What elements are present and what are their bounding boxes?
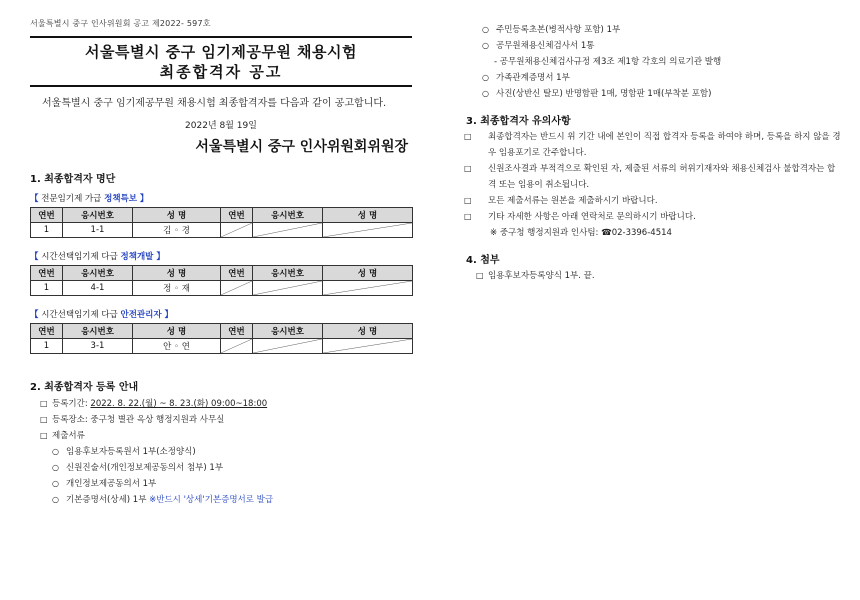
- docs-label: □ 제출서류: [30, 428, 412, 444]
- intro-text: 서울특별시 중구 임기제공무원 채용시험 최종합격자를 다음과 같이 공고합니다.: [42, 98, 387, 109]
- roster-table-3: [30, 323, 413, 354]
- row-name: 정 ◦ 재: [133, 281, 221, 296]
- doc-item: [30, 492, 412, 508]
- col-no-2: 연번: [221, 266, 253, 281]
- group3-bracket-open: 【: [30, 310, 39, 320]
- col-no: 연번: [31, 208, 63, 223]
- doc-item: ○ 공무원채용신체검사서 1통: [466, 38, 842, 54]
- col-exam-no: 응시번호: [63, 266, 133, 281]
- empty-cell: [221, 339, 253, 354]
- col-name: 성 명: [133, 266, 221, 281]
- group2-bracket-open: 【: [30, 252, 39, 262]
- doc-sub-item: - 공무원채용신체검사규정 제3조 제1항 각호의 의료기관 발행: [494, 57, 722, 67]
- doc-item-text: 기본증명서(상세) 1부: [66, 495, 150, 505]
- page-title: 서울특별시 중구 임기제공무원 채용시험: [85, 43, 357, 61]
- empty-cell: [221, 281, 253, 296]
- table-row: [31, 281, 413, 296]
- page-subtitle: 최종합격자 공고: [159, 63, 283, 81]
- period-value: 2022. 8. 22.(월) ~ 8. 23.(화) 09:00~18:00: [90, 399, 268, 409]
- row-no: 1: [31, 339, 63, 354]
- group2-highlight: 정책개발: [120, 252, 154, 262]
- title-box: [30, 36, 412, 87]
- group3-title: [30, 308, 412, 320]
- table-header-row: [31, 266, 413, 281]
- col-exam-no-2: 응시번호: [253, 266, 323, 281]
- notice-date: 2022년 8월 19일: [185, 121, 257, 131]
- group1-highlight: 정책특보: [104, 194, 137, 204]
- registration-period: [30, 396, 412, 412]
- table-header-row: [31, 324, 413, 339]
- notice-item: □ 신원조사결과 부적격으로 확인된 자, 제출된 서류의 허위기재자와 채용신체검사 불합격자는 합격 또는 임용이 취소됩니다.: [466, 161, 842, 193]
- row-no: 1: [31, 223, 63, 238]
- registration-place: □ 등록장소: 중구청 별관 옥상 행정지원과 사무실: [30, 412, 412, 428]
- doc-item: ○ 사진(상반신 탈모) 반명함판 1매, 명함판 1매(부착분 포함): [466, 86, 842, 102]
- empty-cell: [323, 339, 413, 354]
- doc-item-note: ※반드시 '상세'기본증명서로 발급: [149, 495, 274, 505]
- col-name: 성 명: [133, 208, 221, 223]
- section3-title: 3. 최종합격자 유의사항: [466, 116, 571, 127]
- group3-prefix: 시간선택임기제 다급: [41, 310, 121, 320]
- signer: 서울특별시 중구 인사위원회위원장: [195, 139, 408, 155]
- attachment-item: □ 임용후보자등록양식 1부. 끝.: [466, 268, 842, 284]
- notice-number: 서울특별시 중구 인사위원회 공고 제2022- 597호: [30, 19, 211, 28]
- roster-table-1: [30, 207, 413, 238]
- col-exam-no-2: 응시번호: [253, 208, 323, 223]
- left-column: [30, 18, 412, 508]
- col-name: 성 명: [133, 324, 221, 339]
- doc-item: ○ 신원진술서(개인정보제공동의서 첨부) 1부: [30, 460, 412, 476]
- empty-cell: [221, 223, 253, 238]
- doc-item: ○ 가족관계증명서 1부: [466, 70, 842, 86]
- col-no: 연번: [31, 266, 63, 281]
- section2-title: 2. 최종합격자 등록 안내: [30, 382, 139, 393]
- group1-prefix: 전문임기제 가급: [41, 194, 105, 204]
- col-no-2: 연번: [221, 324, 253, 339]
- group2-prefix: 시간선택임기제 다급: [41, 252, 121, 262]
- col-no: 연번: [31, 324, 63, 339]
- period-label: 등록기간:: [52, 399, 91, 409]
- row-no: 1: [31, 281, 63, 296]
- empty-cell: [323, 223, 413, 238]
- table-header-row: [31, 208, 413, 223]
- group2-title: [30, 250, 412, 262]
- col-exam-no-2: 응시번호: [253, 324, 323, 339]
- row-exam-no: 1-1: [63, 223, 133, 238]
- contact-info: ※ 중구청 행정지원과 인사팀: ☎02-3396-4514: [490, 228, 672, 238]
- table-row: [31, 339, 413, 354]
- doc-item: ○ 개인정보제공동의서 1부: [30, 476, 412, 492]
- col-name-2: 성 명: [323, 208, 413, 223]
- table-row: [31, 223, 413, 238]
- col-no-2: 연번: [221, 208, 253, 223]
- notice-item: □ 기타 자세한 사항은 아래 연락처로 문의하시기 바랍니다.: [466, 209, 842, 225]
- group1-bracket-close: 】: [136, 194, 149, 204]
- group2-bracket-close: 】: [153, 252, 165, 262]
- col-name-2: 성 명: [323, 324, 413, 339]
- col-exam-no: 응시번호: [63, 208, 133, 223]
- empty-cell: [253, 281, 323, 296]
- empty-cell: [323, 281, 413, 296]
- row-exam-no: 3-1: [63, 339, 133, 354]
- section4-title: 4. 첨부: [466, 255, 500, 266]
- col-exam-no: 응시번호: [63, 324, 133, 339]
- empty-cell: [253, 339, 323, 354]
- doc-item: ○ 주민등록초본(병적사항 포함) 1부: [466, 22, 842, 38]
- group3-highlight: 안전관리자: [120, 310, 162, 320]
- group1-title: [30, 192, 412, 204]
- notice-item: □ 모든 제출서류는 원본을 제출하시기 바랍니다.: [466, 193, 842, 209]
- row-exam-no: 4-1: [63, 281, 133, 296]
- row-name: 김 ◦ 경: [133, 223, 221, 238]
- row-name: 안 ◦ 연: [133, 339, 221, 354]
- right-column: [466, 22, 842, 284]
- roster-table-2: [30, 265, 413, 296]
- col-name-2: 성 명: [323, 266, 413, 281]
- doc-item: ○ 임용후보자등록원서 1부(소정양식): [30, 444, 412, 460]
- section1-title: 1. 최종합격자 명단: [30, 174, 116, 185]
- group3-bracket-close: 】: [161, 310, 174, 320]
- empty-cell: [253, 223, 323, 238]
- notice-item: □ 최종합격자는 반드시 위 기간 내에 본인이 직접 합격자 등록을 하여야 하며, 등록을 하지 않을 경우 임용포기로 간주합니다.: [466, 129, 842, 161]
- group1-bracket-open: 【: [30, 194, 39, 204]
